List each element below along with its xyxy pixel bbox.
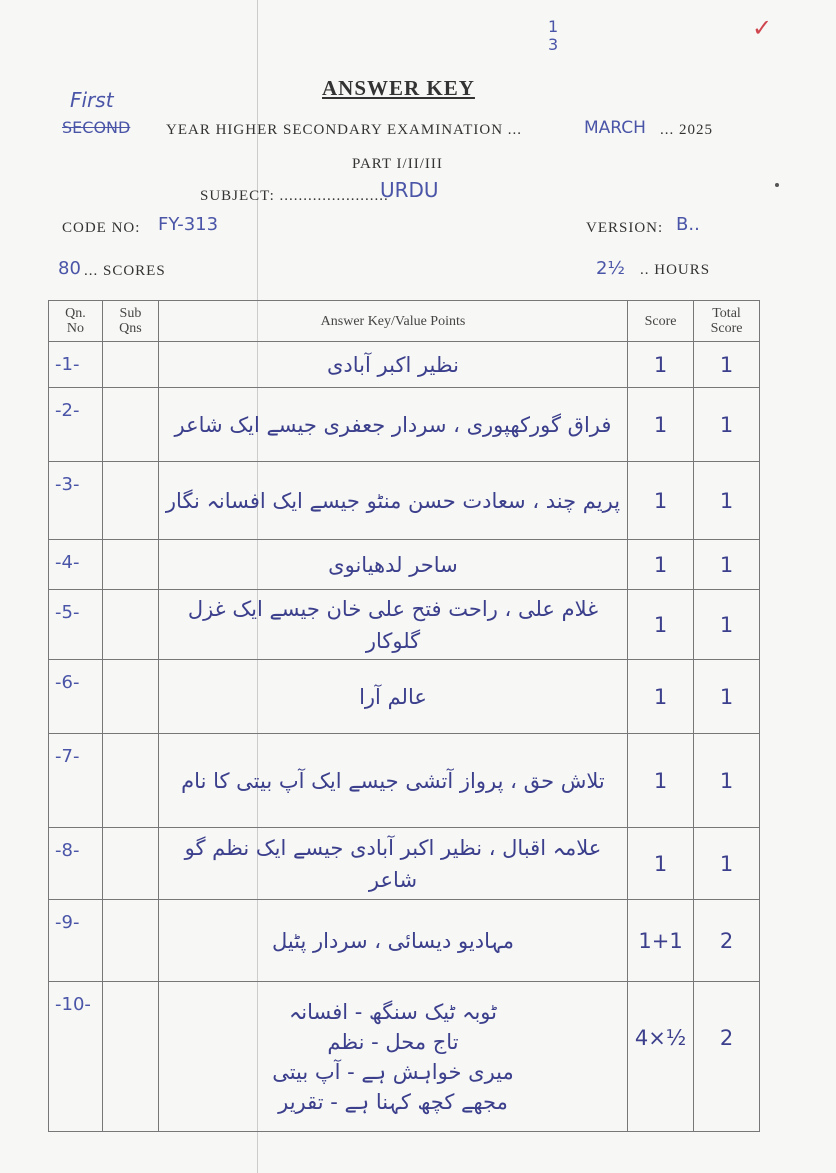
header-sub: Sub Qns bbox=[102, 301, 158, 342]
code-value: FY-313 bbox=[158, 214, 219, 235]
row-sub bbox=[102, 660, 158, 734]
row-total: 1 bbox=[694, 388, 760, 462]
row-answer: پریم چند ، سعادت حسن منٹو جیسے ایک افسانہ نگار bbox=[158, 462, 627, 540]
table-row bbox=[49, 388, 760, 462]
row-score: 1 bbox=[628, 734, 694, 828]
answer-key-table bbox=[48, 300, 760, 1132]
header-answer: Answer Key/Value Points bbox=[158, 301, 627, 342]
year-handwritten: First bbox=[70, 88, 114, 112]
header-total: Total Score bbox=[694, 301, 760, 342]
scores-value: 80 bbox=[58, 258, 81, 279]
row-qn: -7- bbox=[49, 734, 103, 828]
row-sub bbox=[102, 342, 158, 388]
row-total: 1 bbox=[694, 540, 760, 590]
hours-value: 2½ bbox=[596, 258, 625, 279]
exam-year: ... 2025 bbox=[660, 122, 713, 138]
row-answer: ساحر لدھیانوی bbox=[158, 540, 627, 590]
row-answer: علامہ اقبال ، نظیر اکبر آبادی جیسے ایک نظم گو شاعر bbox=[158, 828, 627, 900]
row-sub bbox=[102, 982, 158, 1132]
row-total: 1 bbox=[694, 462, 760, 540]
table-row bbox=[49, 828, 760, 900]
row-sub bbox=[102, 540, 158, 590]
row-total: 2 bbox=[694, 982, 760, 1132]
row-sub bbox=[102, 590, 158, 660]
table-row bbox=[49, 590, 760, 660]
version-label: VERSION: bbox=[586, 220, 664, 236]
row-answer: مہادیو دیسائی ، سردار پٹیل bbox=[158, 900, 627, 982]
row-qn: -9- bbox=[49, 900, 103, 982]
row-total: 1 bbox=[694, 660, 760, 734]
table-row bbox=[49, 660, 760, 734]
year-struck: SECOND bbox=[62, 118, 131, 137]
table-row bbox=[49, 540, 760, 590]
row-answer: ٹوبہ ٹیک سنگھ - افسانہ تاج محل - نظم میری خواہش ہے - آپ بیتی مجھے کچھ کہنا ہے - تقریر bbox=[158, 982, 627, 1132]
row-total: 1 bbox=[694, 590, 760, 660]
row-total: 1 bbox=[694, 828, 760, 900]
margin-dot bbox=[775, 183, 779, 187]
page-fraction: 1 3 bbox=[548, 17, 559, 54]
row-answer: نظیر اکبر آبادی bbox=[158, 342, 627, 388]
row-qn: -6- bbox=[49, 660, 103, 734]
row-qn: -1- bbox=[49, 342, 103, 388]
exam-month: MARCH bbox=[584, 118, 646, 138]
table-row bbox=[49, 900, 760, 982]
row-qn: -2- bbox=[49, 388, 103, 462]
row-score: 1+1 bbox=[628, 900, 694, 982]
subject-value: URDU bbox=[380, 178, 439, 202]
exam-line: YEAR HIGHER SECONDARY EXAMINATION ... bbox=[166, 122, 523, 138]
row-qn: -3- bbox=[49, 462, 103, 540]
row-answer: عالم آرا bbox=[158, 660, 627, 734]
row-answer: غلام علی ، راحت فتح علی خان جیسے ایک غزل گلوکار bbox=[158, 590, 627, 660]
row-qn: -8- bbox=[49, 828, 103, 900]
row-total: 1 bbox=[694, 734, 760, 828]
row-score: 1 bbox=[628, 342, 694, 388]
row-sub bbox=[102, 462, 158, 540]
row-total: 2 bbox=[694, 900, 760, 982]
row-answer: فراق گورکھپوری ، سردار جعفری جیسے ایک شاعر bbox=[158, 388, 627, 462]
part-label: PART I/II/III bbox=[352, 156, 443, 172]
row-total: 1 bbox=[694, 342, 760, 388]
row-score: 1 bbox=[628, 828, 694, 900]
table-row bbox=[49, 462, 760, 540]
row-sub bbox=[102, 734, 158, 828]
row-score: 4×½ bbox=[628, 982, 694, 1132]
row-score: 1 bbox=[628, 590, 694, 660]
row-qn: -5- bbox=[49, 590, 103, 660]
version-value: B.. bbox=[676, 214, 700, 235]
header-qn: Qn. No bbox=[49, 301, 103, 342]
table-header-row bbox=[49, 301, 760, 342]
code-label: CODE NO: bbox=[62, 220, 141, 236]
hours-label: .. HOURS bbox=[640, 262, 711, 278]
row-score: 1 bbox=[628, 388, 694, 462]
row-qn: -10- bbox=[49, 982, 103, 1132]
header-score: Score bbox=[628, 301, 694, 342]
row-score: 1 bbox=[628, 462, 694, 540]
check-mark-icon: ✓ bbox=[752, 16, 773, 42]
row-answer: تلاش حق ، پرواز آتشی جیسے ایک آپ بیتی کا نام bbox=[158, 734, 627, 828]
row-sub bbox=[102, 388, 158, 462]
row-sub bbox=[102, 828, 158, 900]
page-title: ANSWER KEY bbox=[322, 76, 475, 100]
table-row bbox=[49, 734, 760, 828]
table-row bbox=[49, 982, 760, 1132]
subject-label: SUBJECT: ....................... bbox=[200, 188, 389, 204]
row-qn: -4- bbox=[49, 540, 103, 590]
row-sub bbox=[102, 900, 158, 982]
scores-label: ... SCORES bbox=[84, 263, 166, 279]
row-score: 1 bbox=[628, 660, 694, 734]
table-row bbox=[49, 342, 760, 388]
row-score: 1 bbox=[628, 540, 694, 590]
